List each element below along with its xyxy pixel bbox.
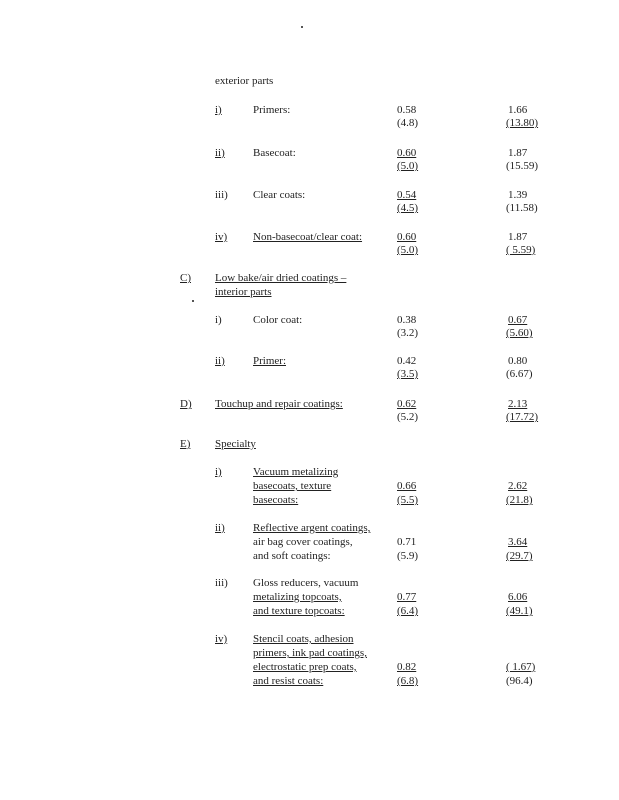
item-label-line: electrostatic prep coats, — [253, 661, 357, 673]
item-label: Clear coats: — [253, 189, 306, 201]
item-label: Color coat: — [253, 314, 303, 326]
item-label-line: basecoats, texture — [253, 480, 332, 492]
item-number: ii) — [215, 355, 225, 367]
value-col2: 0.80 — [508, 355, 528, 367]
value-col2-paren: (6.67) — [506, 368, 533, 380]
item-number: i) — [215, 104, 222, 116]
value-col2: 3.64 — [508, 536, 528, 548]
section-label-line: exterior parts — [215, 75, 274, 87]
value-col1: 0.42 — [397, 355, 417, 367]
value-col1: 0.82 — [397, 661, 417, 673]
item-label: Primer: — [253, 355, 286, 367]
value-col1-paren: (4.5) — [397, 202, 419, 214]
value-col1-paren: (3.5) — [397, 368, 419, 380]
section-label-line: Specialty — [215, 438, 256, 450]
item-label-line: metalizing topcoats, — [253, 591, 342, 603]
section-label-line: Low bake/air dried coatings – — [215, 272, 347, 284]
value-col2: ( 1.67) — [506, 661, 536, 673]
item-label-line: air bag cover coatings, — [253, 536, 353, 548]
item-number: ii) — [215, 522, 225, 534]
value-col2-paren: (96.4) — [506, 675, 533, 687]
value-col1: 0.54 — [397, 189, 417, 201]
value-col2-paren: (21.8) — [506, 494, 533, 506]
item-label-line: Gloss reducers, vacuum — [253, 577, 359, 589]
value-col2-paren: (49.1) — [506, 605, 533, 617]
item-number: ii) — [215, 147, 225, 159]
value-col2-paren: (15.59) — [506, 160, 539, 172]
value-col2-paren: (11.58) — [506, 202, 538, 214]
item-number: iv) — [215, 633, 228, 645]
value-col1-paren: (6.4) — [397, 605, 419, 617]
value-col2: 1.39 — [508, 189, 528, 201]
value-col1: 0.77 — [397, 591, 417, 603]
value-col2-paren: (13.80) — [506, 117, 539, 129]
value-col1-paren: (3.2) — [397, 327, 419, 339]
value-col2: 0.67 — [508, 314, 528, 326]
value-col2-paren: (17.72) — [506, 411, 539, 423]
item-label: Primers: — [253, 104, 291, 116]
value-col1-paren: (5.9) — [397, 550, 419, 562]
item-label: Basecoat: — [253, 147, 296, 159]
value-col1-paren: (5.0) — [397, 160, 419, 172]
value-col1: 0.60 — [397, 147, 417, 159]
section-letter: E) — [180, 438, 191, 450]
value-col1: 0.58 — [397, 104, 417, 116]
item-label: Non-basecoat/clear coat: — [253, 231, 363, 243]
value-col1: 0.66 — [397, 480, 417, 492]
value-col1-paren: (6.8) — [397, 675, 419, 687]
item-number: iv) — [215, 231, 228, 243]
value-col1-paren: (4.8) — [397, 117, 419, 129]
item-label-line: basecoats: — [253, 494, 299, 506]
value-col2: 2.62 — [508, 480, 528, 492]
item-label-line: and resist coats: — [253, 675, 324, 687]
item-label-line: Stencil coats, adhesion — [253, 633, 354, 645]
scan-speck — [192, 300, 194, 302]
value-col2-paren: (29.7) — [506, 550, 533, 562]
item-label-line: primers, ink pad coatings, — [253, 647, 367, 659]
value-col1-paren: (5.5) — [397, 494, 419, 506]
value-col1: 0.38 — [397, 314, 417, 326]
item-label-line: and texture topcoats: — [253, 605, 345, 617]
section-label-line: interior parts — [215, 286, 272, 298]
value-col1: 0.60 — [397, 231, 417, 243]
item-label-line: and soft coatings: — [253, 550, 331, 562]
item-number: iii) — [215, 577, 228, 589]
section-label-line: Touchup and repair coatings: — [215, 398, 343, 410]
item-number: iii) — [215, 189, 228, 201]
value-col2: 1.87 — [508, 147, 528, 159]
item-label-line: Vacuum metalizing — [253, 466, 339, 478]
value-col2: 6.06 — [508, 591, 528, 603]
value-col1-paren: (5.2) — [397, 411, 419, 423]
item-number: i) — [215, 314, 222, 326]
value-col2: 2.13 — [508, 398, 528, 410]
value-col2: 1.87 — [508, 231, 528, 243]
value-col2-paren: ( 5.59) — [506, 244, 536, 256]
value-col1: 0.71 — [397, 536, 417, 548]
value-col1-paren: (5.0) — [397, 244, 419, 256]
section-letter: D) — [180, 398, 192, 410]
item-label-line: Reflective argent coatings, — [253, 522, 371, 534]
item-number: i) — [215, 466, 222, 478]
value-col2-paren: (5.60) — [506, 327, 533, 339]
value-col1: 0.62 — [397, 398, 417, 410]
scan-speck — [301, 26, 303, 28]
value-col2: 1.66 — [508, 104, 528, 116]
section-letter: C) — [180, 272, 191, 284]
